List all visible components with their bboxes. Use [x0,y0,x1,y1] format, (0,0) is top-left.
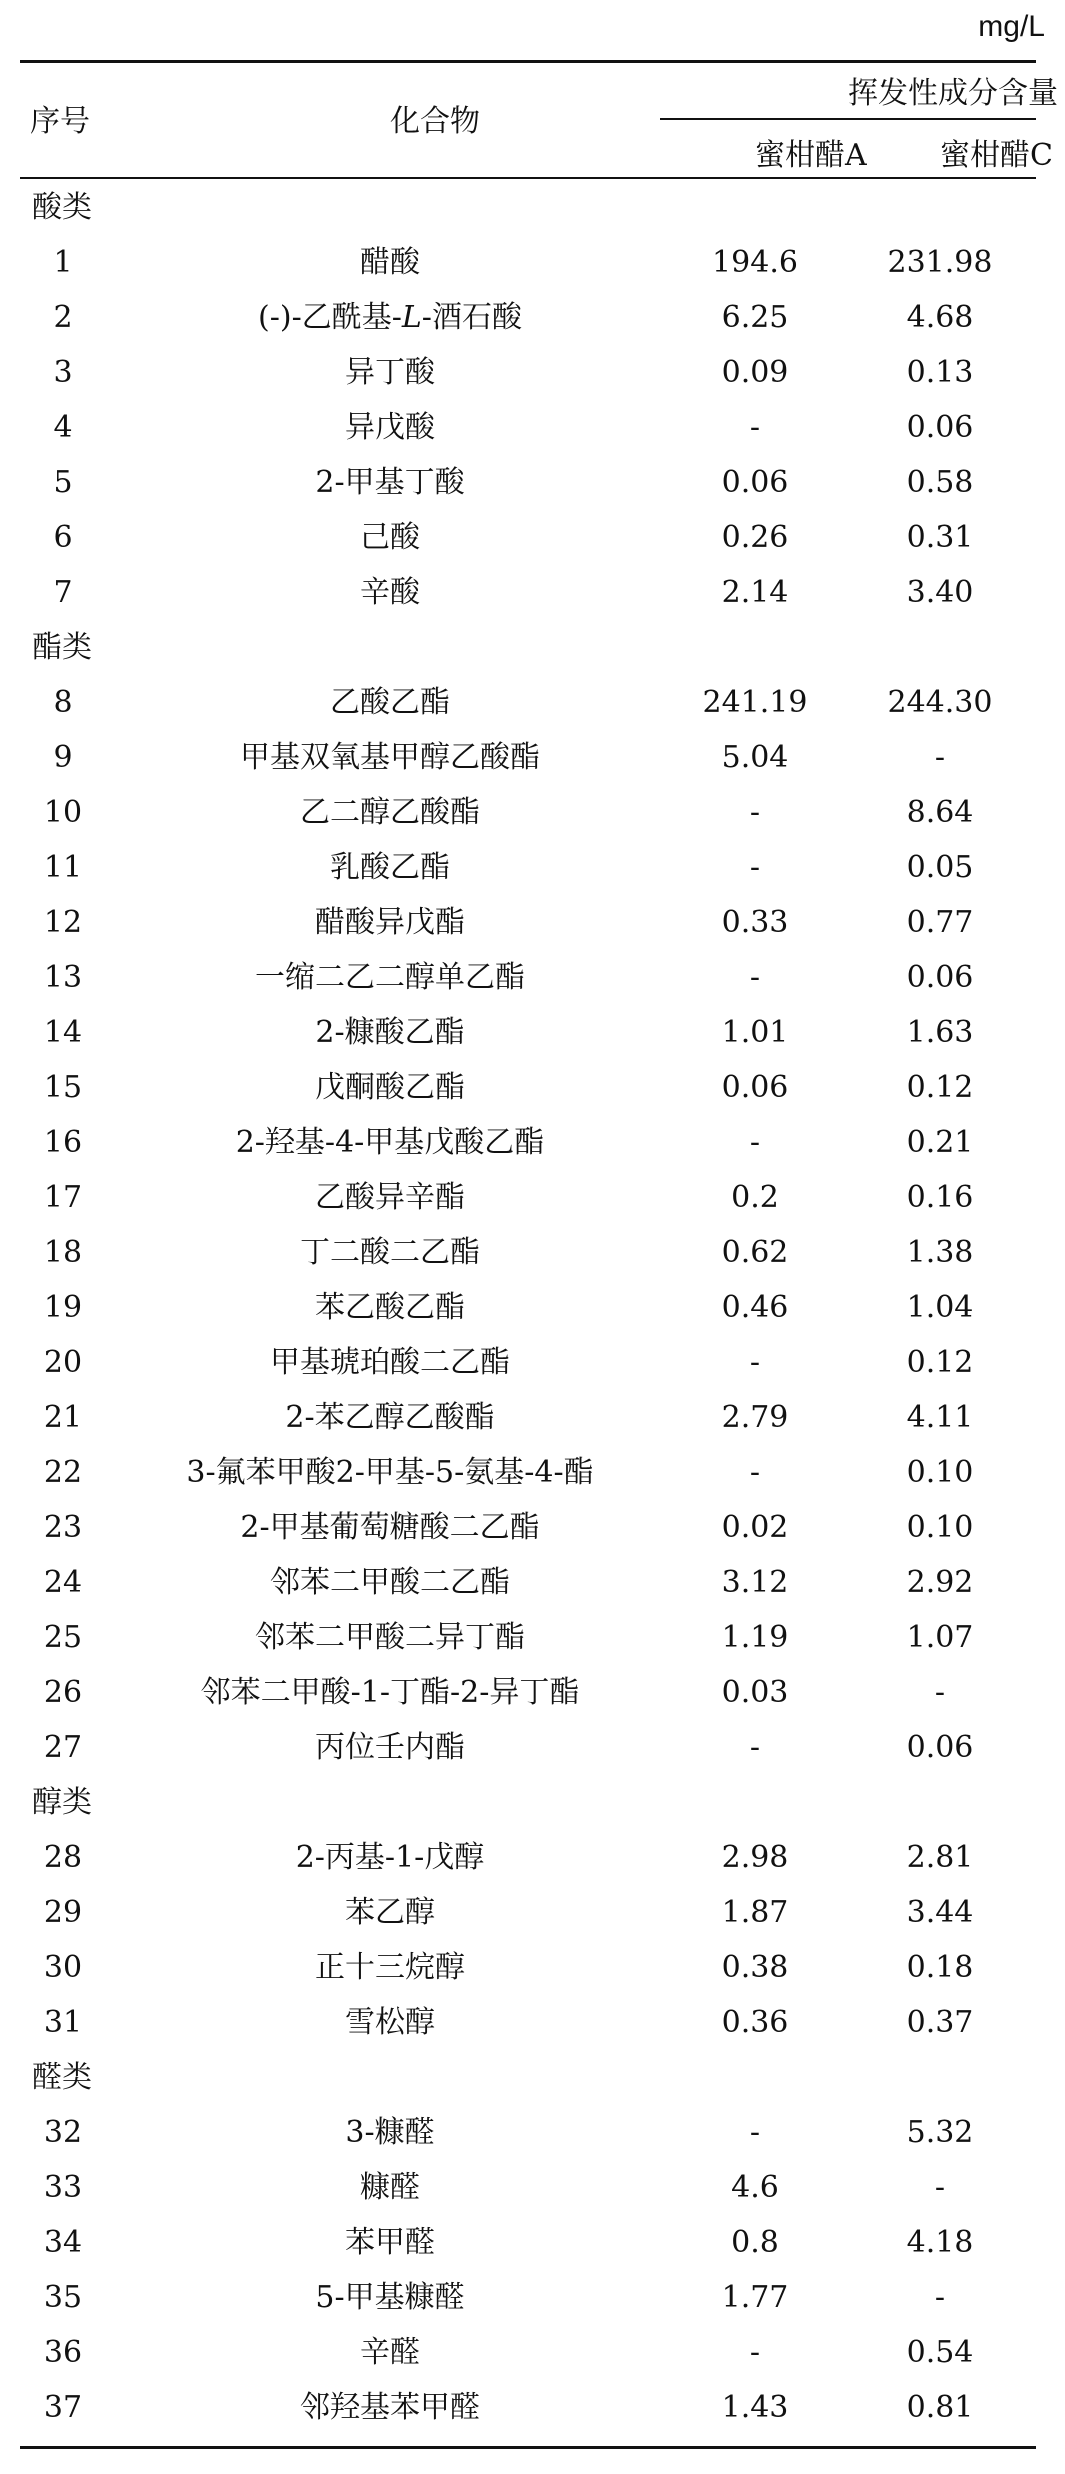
compound-name: 苯乙酸乙酯 [315,1290,465,1325]
compound-name: 3-糠醛 [345,2115,435,2150]
unit-label: mg/L [978,10,1045,43]
value-c: 0.06 [906,1730,974,1765]
value-a: - [749,960,761,995]
row-number: 30 [43,1950,83,1985]
row-number: 31 [43,2005,83,2040]
value-c: 244.30 [887,685,993,720]
value-c: 0.10 [906,1510,974,1545]
table-row [0,675,1065,730]
value-a: 0.26 [721,520,789,555]
row-number: 8 [53,685,73,720]
category-row [0,180,1065,235]
compound-name: 2-糠酸乙酯 [315,1015,465,1050]
row-number: 29 [43,1895,83,1930]
table-row [0,1720,1065,1775]
compound-name: 戊酮酸乙酯 [315,1070,465,1105]
table-row [0,1445,1065,1500]
value-a: 0.06 [721,1070,789,1105]
value-a: 1.87 [721,1895,789,1930]
compound-name: 雪松醇 [345,2005,435,2040]
table-row [0,1335,1065,1390]
value-a: - [749,1345,761,1380]
value-a: 2.14 [721,575,789,610]
value-c: 0.37 [906,2005,974,2040]
table-row [0,510,1065,565]
value-c: - [934,2280,946,2315]
compound-name: 2-甲基丁酸 [315,465,465,500]
value-a: 6.25 [721,300,789,335]
row-number: 28 [43,1840,83,1875]
category-label: 酯类 [32,630,92,665]
row-number: 25 [43,1620,83,1655]
category-label: 酸类 [32,190,92,225]
header-span-rule [660,118,1036,120]
value-c: 4.18 [906,2225,974,2260]
compound-name: 2-甲基葡萄糖酸二乙酯 [240,1510,540,1545]
row-number: 1 [53,245,73,280]
value-a: 5.04 [721,740,789,775]
value-a: 1.19 [721,1620,789,1655]
row-number: 33 [43,2170,83,2205]
table-row [0,1830,1065,1885]
row-number: 5 [53,465,73,500]
value-c: 0.18 [906,1950,974,1985]
table-row [0,1115,1065,1170]
compound-name: 甲基双氧基甲醇乙酸酯 [240,740,540,775]
compound-name: 苯乙醇 [345,1895,435,1930]
compound-name: 甲基琥珀酸二乙酯 [270,1345,510,1380]
value-c: 0.31 [906,520,974,555]
table-row [0,2105,1065,2160]
row-number: 12 [43,905,83,940]
table-row [0,2325,1065,2380]
value-a: 0.06 [721,465,789,500]
table-row [0,235,1065,290]
value-c: 0.10 [906,1455,974,1490]
table-row [0,1665,1065,1720]
compound-name: 邻苯二甲酸二乙酯 [270,1565,510,1600]
compound-name: 辛醛 [360,2335,420,2370]
value-a: - [749,1125,761,1160]
value-c: 3.40 [906,575,974,610]
value-c: 0.16 [906,1180,974,1215]
value-c: 0.58 [906,465,974,500]
value-a: 1.01 [721,1015,789,1050]
compound-name: 乙酸乙酯 [330,685,450,720]
row-number: 27 [43,1730,83,1765]
value-c: 0.77 [906,905,974,940]
row-number: 10 [43,795,83,830]
value-c: - [934,1675,946,1710]
table-row [0,2380,1065,2435]
row-number: 17 [43,1180,83,1215]
value-a: 0.38 [721,1950,789,1985]
value-a: 2.79 [721,1400,789,1435]
value-c: 0.05 [906,850,974,885]
value-a: 4.6 [731,2170,779,2205]
value-a: 0.2 [731,1180,779,1215]
compound-name: (-)-乙酰基-L-酒石酸 [258,300,522,335]
value-a: - [749,410,761,445]
table-row [0,290,1065,345]
compound-name: 5-甲基糠醛 [315,2280,465,2315]
table-row [0,1170,1065,1225]
compound-name: 邻羟基苯甲醛 [300,2390,480,2425]
row-number: 26 [43,1675,83,1710]
value-a: 241.19 [702,685,808,720]
compound-name: 异丁酸 [345,355,435,390]
value-c: 0.81 [906,2390,974,2425]
compound-name: 2-羟基-4-甲基戊酸乙酯 [235,1125,545,1160]
table-row [0,1610,1065,1665]
value-a: - [749,2335,761,2370]
table-row [0,400,1065,455]
row-number: 6 [53,520,73,555]
table-row [0,1005,1065,1060]
compound-name: 正十三烷醇 [315,1950,465,1985]
table-row [0,1280,1065,1335]
compound-name: 醋酸 [360,245,420,280]
row-number: 3 [53,355,73,390]
category-row [0,620,1065,675]
value-c: 1.04 [906,1290,974,1325]
value-a: - [749,2115,761,2150]
category-label: 醇类 [32,1785,92,1820]
value-c: 0.12 [906,1070,974,1105]
table-row [0,1390,1065,1445]
row-number: 4 [53,410,73,445]
header-bottom-rule [20,177,1036,179]
value-c: 2.92 [906,1565,974,1600]
compound-name: 2-苯乙醇乙酸酯 [285,1400,495,1435]
value-c: 0.21 [906,1125,974,1160]
table-row [0,565,1065,620]
value-a: 0.46 [721,1290,789,1325]
value-c: 4.68 [906,300,974,335]
table-row [0,2270,1065,2325]
row-number: 2 [53,300,73,335]
table-row [0,2215,1065,2270]
value-c: 0.54 [906,2335,974,2370]
value-a: 194.6 [712,245,798,280]
value-c: 5.32 [906,2115,974,2150]
row-number: 15 [43,1070,83,1105]
row-number: 32 [43,2115,83,2150]
table-row [0,345,1065,400]
compound-name: 糠醛 [360,2170,420,2205]
value-c: 3.44 [906,1895,974,1930]
value-a: - [749,1455,761,1490]
compound-name: 3-氟苯甲酸2-甲基-5-氨基-4-酯 [186,1455,594,1490]
table-row [0,840,1065,895]
value-a: - [749,850,761,885]
compound-name: 乙二醇乙酸酯 [300,795,480,830]
table-top-rule [20,60,1036,63]
row-number: 9 [53,740,73,775]
value-a: 2.98 [721,1840,789,1875]
table-row [0,895,1065,950]
table-row [0,455,1065,510]
row-number: 19 [43,1290,83,1325]
row-number: 37 [43,2390,83,2425]
value-c: 1.63 [906,1015,974,1050]
table-row [0,950,1065,1005]
value-a: 0.03 [721,1675,789,1710]
category-row [0,1775,1065,1830]
header-seq: 序号 [30,104,90,139]
category-label: 醛类 [32,2060,92,2095]
table-body [0,180,1065,2435]
value-a: 0.8 [731,2225,779,2260]
value-a: - [749,1730,761,1765]
row-number: 16 [43,1125,83,1160]
table-bottom-rule [20,2446,1036,2449]
value-a: 0.62 [721,1235,789,1270]
table-row [0,1555,1065,1610]
compound-name: 邻苯二甲酸-1-丁酯-2-异丁酯 [200,1675,580,1710]
table-row [0,1225,1065,1280]
compound-name: 异戊酸 [345,410,435,445]
table-row [0,1060,1065,1115]
category-row [0,2050,1065,2105]
value-c: 0.06 [906,410,974,445]
compound-name: 辛酸 [360,575,420,610]
value-a: 1.77 [721,2280,789,2315]
table-row [0,785,1065,840]
compound-name: 邻苯二甲酸二异丁酯 [255,1620,525,1655]
row-number: 24 [43,1565,83,1600]
row-number: 14 [43,1015,83,1050]
value-a: 0.33 [721,905,789,940]
row-number: 7 [53,575,73,610]
compound-name: 乙酸异辛酯 [315,1180,465,1215]
compound-name: 苯甲醛 [345,2225,435,2260]
value-c: 0.12 [906,1345,974,1380]
compound-name: 2-丙基-1-戊醇 [295,1840,485,1875]
value-c: 231.98 [887,245,993,280]
compound-name: 醋酸异戊酯 [315,905,465,940]
value-c: - [934,740,946,775]
row-number: 20 [43,1345,83,1380]
row-number: 13 [43,960,83,995]
value-c: 0.06 [906,960,974,995]
row-number: 34 [43,2225,83,2260]
row-number: 23 [43,1510,83,1545]
row-number: 21 [43,1400,83,1435]
compound-name: 己酸 [360,520,420,555]
table-row [0,1940,1065,1995]
compound-name: 丙位壬内酯 [315,1730,465,1765]
value-c: 0.13 [906,355,974,390]
compound-name: 一缩二乙二醇单乙酯 [255,960,525,995]
compound-name: 乳酸乙酯 [330,850,450,885]
row-number: 35 [43,2280,83,2315]
value-a: 1.43 [721,2390,789,2425]
table-row [0,730,1065,785]
table-row [0,1500,1065,1555]
value-a: - [749,795,761,830]
value-c: 1.38 [906,1235,974,1270]
value-c: 4.11 [906,1400,974,1435]
value-a: 0.02 [721,1510,789,1545]
table-row [0,1885,1065,1940]
row-number: 36 [43,2335,83,2370]
value-c: - [934,2170,946,2205]
value-c: 1.07 [906,1620,974,1655]
value-a: 0.09 [721,355,789,390]
value-a: 3.12 [721,1565,789,1600]
value-c: 8.64 [906,795,974,830]
compound-name: 丁二酸二乙酯 [300,1235,480,1270]
table-row [0,1995,1065,2050]
row-number: 11 [43,850,83,885]
value-c: 2.81 [906,1840,974,1875]
table-row [0,2160,1065,2215]
row-number: 18 [43,1235,83,1270]
value-a: 0.36 [721,2005,789,2040]
row-number: 22 [43,1455,83,1490]
